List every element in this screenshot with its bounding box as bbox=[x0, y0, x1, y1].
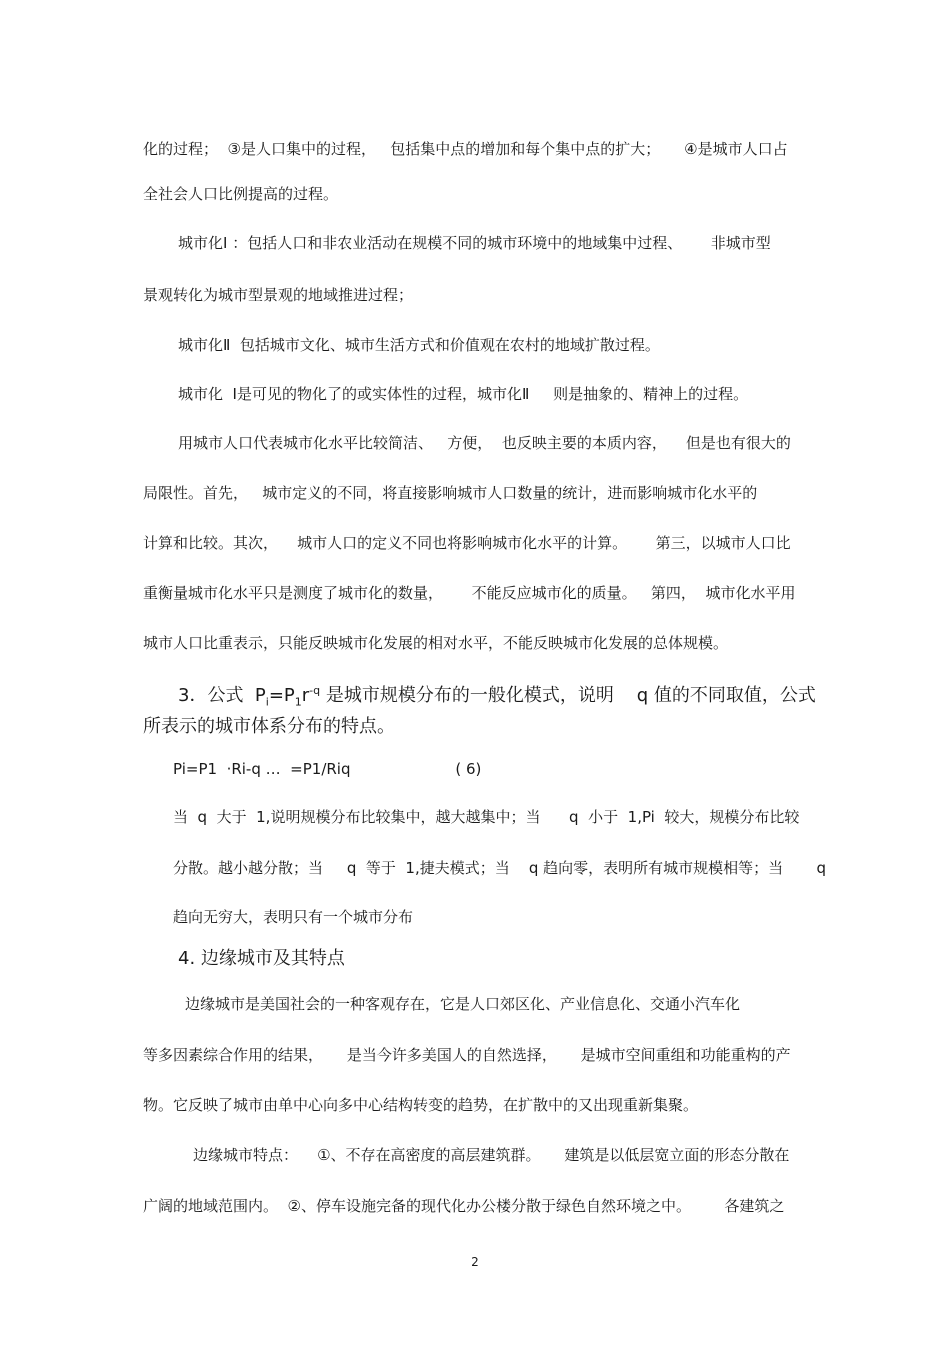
page-number: 2 bbox=[471, 1255, 479, 1269]
section-heading-4: 4. 边缘城市及其特点 bbox=[178, 948, 345, 969]
text-line: 分散。越小越分散；当 q 等于 1,捷夫模式；当 q 趋向零，表明所有城市规模相等；当 q bbox=[173, 859, 827, 877]
text-line: 计算和比较。其次， 城市人口的定义不同也将影响城市化水平的计算。 第三，以城市人口比 bbox=[143, 534, 791, 552]
text-line: 边缘城市是美国社会的一种客观存在，它是人口郊区化、产业信息化、交通小汽车化 bbox=[185, 995, 741, 1013]
text-line: 局限性。首先， 城市定义的不同，将直接影响城市人口数量的统计，进而影响城市化水平的 bbox=[143, 484, 758, 502]
text-line: 广阔的地域范围内。 ②、停车设施完备的现代化办公楼分散于绿色自然环境之中。 各建筑之 bbox=[143, 1197, 785, 1215]
text-line: 边缘城市特点： ①、不存在高密度的高层建筑群。 建筑是以低层宽立面的形态分散在 bbox=[193, 1146, 790, 1164]
section-heading-3-cont: 所表示的城市体系分布的特点。 bbox=[143, 716, 395, 737]
text-line: 物。它反映了城市由单中心向多中心结构转变的趋势，在扩散中的又出现重新集聚。 bbox=[143, 1096, 699, 1114]
text-line: 用城市人口代表城市化水平比较简洁、 方便， 也反映主要的本质内容， 但是也有很大的 bbox=[178, 434, 791, 452]
heading-text: 是城市规模分布的一般化模式，说明 q 值的不同取值，公式 bbox=[320, 685, 816, 706]
text-line: 城市化 Ⅰ是可见的物化了的或实体性的过程，城市化Ⅱ 则是抽象的、精神上的过程。 bbox=[178, 385, 749, 403]
text-line: 城市化Ⅰ ：包括人口和非农业活动在规模不同的城市环境中的地域集中过程、 非城市型 bbox=[178, 234, 771, 252]
text-line: 景观转化为城市型景观的地域推进过程； bbox=[143, 286, 414, 304]
section-heading-3 bbox=[178, 679, 816, 715]
text-line: 趋向无穷大，表明只有一个城市分布 bbox=[173, 908, 414, 926]
text-line: 城市化Ⅱ 包括城市文化、城市生活方式和价值观在农村的地域扩散过程。 bbox=[178, 336, 660, 354]
text-line: 化的过程； ③是人口集中的过程， 包括集中点的增加和每个集中点的扩大； ④是城市人口占 bbox=[143, 140, 788, 158]
text-line: 重衡量城市化水平只是测度了城市化的数量， 不能反应城市化的质量。 第四， 城市化水平用 bbox=[143, 584, 796, 602]
text-line: 全社会人口比例提高的过程。 bbox=[143, 185, 339, 203]
formula-line: Pi=P1 ·Ri-q … =P1/Riq ( 6) bbox=[173, 760, 482, 778]
heading-text: =P bbox=[268, 685, 295, 706]
text-line: 当 q 大于 1,说明规模分布比较集中，越大越集中；当 q 小于 1,Pi 较大，规模分布比较 bbox=[173, 808, 800, 826]
heading-text: 3．公式 P bbox=[178, 685, 266, 706]
text-line: 等多因素综合作用的结果， 是当今许多美国人的自然选择， 是城市空间重组和功能重构的产 bbox=[143, 1046, 791, 1064]
heading-text: r bbox=[301, 685, 310, 706]
subscript: 1 bbox=[294, 695, 302, 709]
subscript: i bbox=[265, 695, 269, 709]
text-line: 城市人口比重表示，只能反映城市化发展的相对水平，不能反映城市化发展的总体规模。 bbox=[143, 634, 729, 652]
superscript: -q bbox=[309, 684, 321, 697]
